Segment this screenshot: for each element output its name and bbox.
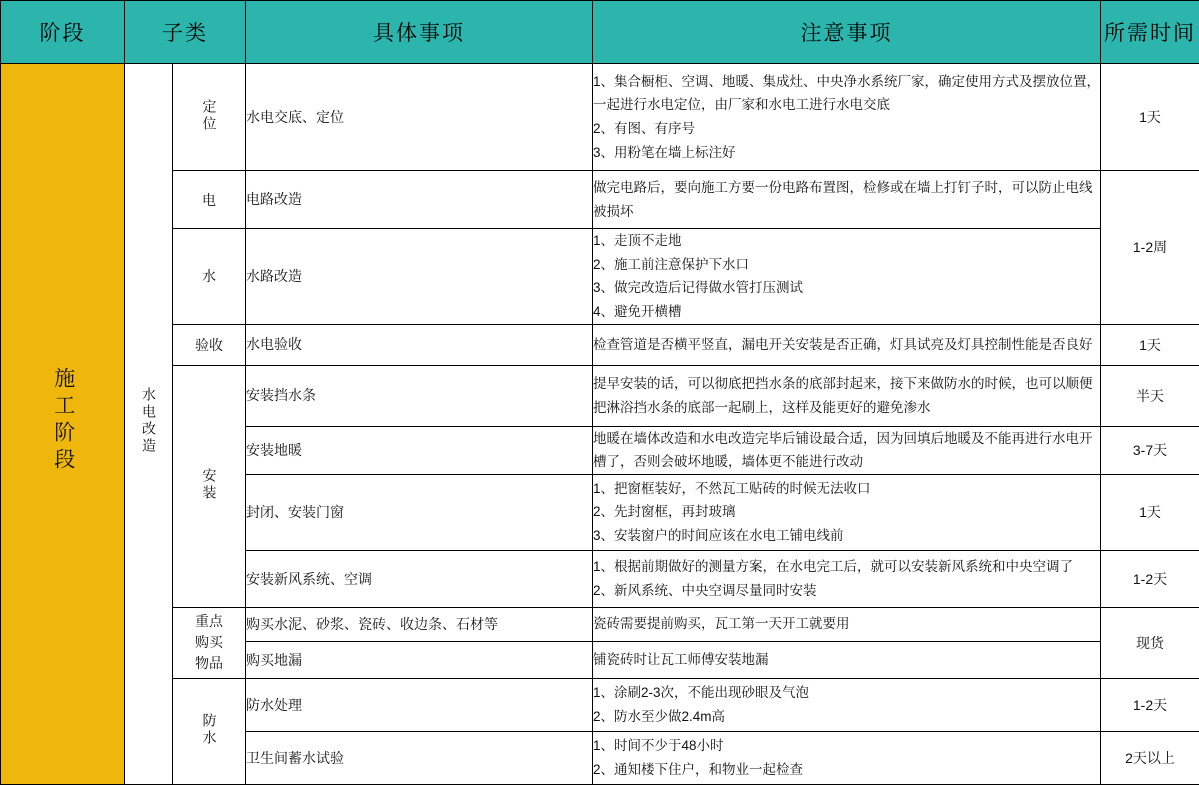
note-line: 2、有图、有序号 xyxy=(593,117,1100,141)
item-cell: 卫生间蓄水试验 xyxy=(246,731,593,784)
subclass-label: 定位 xyxy=(199,99,220,133)
note-line: 1、涂刷2-3次，不能出现砂眼及气泡 xyxy=(593,681,1100,705)
subclass-label: 安装 xyxy=(199,468,220,502)
table-row xyxy=(1,365,1199,426)
table-row xyxy=(1,678,1199,731)
note-line: 瓷砖需要提前购买，瓦工第一天开工就要用 xyxy=(593,612,1100,636)
item-cell: 防水处理 xyxy=(246,678,593,731)
header-items: 具体事项 xyxy=(246,1,593,64)
note-line: 地暖在墙体改造和水电改造完毕后铺设最合适，因为回填后地暖及不能再进行水电开槽了，否则会破坏地暖，墙体更不能进行改动 xyxy=(593,427,1100,474)
subclass-cell xyxy=(173,64,246,171)
item-cell: 水路改造 xyxy=(246,229,593,325)
duration-cell: 半天 xyxy=(1101,365,1199,426)
note-line: 铺瓷砖时让瓦工师傅安装地漏 xyxy=(593,648,1100,672)
subclass-cell: 验收 xyxy=(173,324,246,365)
note-line: 做完电路后，要向施工方要一份电路布置图，检修或在墙上打钉子时，可以防止电线被损坏 xyxy=(593,176,1100,223)
table-row xyxy=(1,171,1199,229)
note-line: 1、根据前期做好的测量方案，在水电完工后，就可以安装新风系统和中央空调了 xyxy=(593,555,1100,579)
subclass-label-line: 重点 xyxy=(195,611,223,632)
subclass-label-line: 购买 xyxy=(195,632,223,653)
note-line: 提早安装的话，可以彻底把挡水条的底部封起来，接下来做防水的时候，也可以顺便把淋浴挡水条的底部一起刷上，这样及能更好的避免渗水 xyxy=(593,372,1100,419)
note-line: 2、防水至少做2.4m高 xyxy=(593,705,1100,729)
duration-cell: 1天 xyxy=(1101,474,1199,550)
note-line: 检查管道是否横平竖直，漏电开关安装是否正确，灯具试亮及灯具控制性能是否良好 xyxy=(593,333,1100,357)
item-cell: 购买地漏 xyxy=(246,641,593,678)
notes-cell xyxy=(593,678,1101,731)
subclass-cell-install xyxy=(173,365,246,607)
table-row xyxy=(1,64,1199,171)
note-line: 2、施工前注意保护下水口 xyxy=(593,253,1100,277)
notes-cell xyxy=(593,550,1101,607)
table-header-row xyxy=(1,1,1199,64)
duration-cell: 2天以上 xyxy=(1101,731,1199,784)
header-notes: 注意事项 xyxy=(593,1,1101,64)
item-cell: 安装新风系统、空调 xyxy=(246,550,593,607)
duration-cell: 现货 xyxy=(1101,607,1199,678)
notes-cell xyxy=(593,607,1101,641)
note-line: 3、做完改造后记得做水管打压测试 xyxy=(593,276,1100,300)
subclass-cell-waterproof xyxy=(173,678,246,784)
note-line: 3、安装窗户的时间应该在水电工铺电线前 xyxy=(593,524,1100,548)
notes-cell xyxy=(593,474,1101,550)
stage-label: 施工阶段 xyxy=(47,367,77,475)
header-stage: 阶段 xyxy=(1,1,125,64)
duration-cell: 1天 xyxy=(1101,324,1199,365)
duration-cell: 3-7天 xyxy=(1101,426,1199,474)
note-line: 2、通知楼下住户，和物业一起检查 xyxy=(593,758,1100,782)
notes-cell xyxy=(593,365,1101,426)
note-line: 2、新风系统、中央空调尽量同时安装 xyxy=(593,579,1100,603)
category-label: 水电改造 xyxy=(138,387,159,455)
note-line: 2、先封窗框，再封玻璃 xyxy=(593,500,1100,524)
subclass-cell-purchase xyxy=(173,607,246,678)
note-line: 1、把窗框装好，不然瓦工贴砖的时候无法收口 xyxy=(593,477,1100,501)
subclass-cell: 电 xyxy=(173,171,246,229)
note-line: 1、走顶不走地 xyxy=(593,229,1100,253)
duration-cell: 1天 xyxy=(1101,64,1199,171)
item-cell: 水电交底、定位 xyxy=(246,64,593,171)
subclass-cell: 水 xyxy=(173,229,246,325)
subclass-label-line: 物品 xyxy=(195,653,223,674)
notes-cell xyxy=(593,426,1101,474)
notes-cell xyxy=(593,641,1101,678)
notes-cell xyxy=(593,229,1101,325)
notes-cell xyxy=(593,64,1101,171)
item-cell: 购买水泥、砂浆、瓷砖、收边条、石材等 xyxy=(246,607,593,641)
note-line: 3、用粉笔在墙上标注好 xyxy=(593,141,1100,165)
item-cell: 封闭、安装门窗 xyxy=(246,474,593,550)
header-duration: 所需时间 xyxy=(1101,1,1199,64)
notes-cell xyxy=(593,171,1101,229)
item-cell: 水电验收 xyxy=(246,324,593,365)
notes-cell xyxy=(593,731,1101,784)
notes-cell xyxy=(593,324,1101,365)
table-row xyxy=(1,324,1199,365)
category-cell xyxy=(125,64,173,785)
duration-cell: 1-2天 xyxy=(1101,678,1199,731)
item-cell: 安装地暖 xyxy=(246,426,593,474)
item-cell: 电路改造 xyxy=(246,171,593,229)
subclass-label: 防水 xyxy=(199,713,220,747)
note-line: 4、避免开横槽 xyxy=(593,300,1100,324)
note-line: 1、时间不少于48小时 xyxy=(593,734,1100,758)
item-cell: 安装挡水条 xyxy=(246,365,593,426)
note-line: 1、集合橱柜、空调、地暖、集成灶、中央净水系统厂家，确定使用方式及摆放位置，一起进行水电定位，由厂家和水电工进行水电交底 xyxy=(593,70,1100,117)
table-row xyxy=(1,229,1199,325)
stage-cell xyxy=(1,64,125,785)
duration-cell: 1-2天 xyxy=(1101,550,1199,607)
duration-cell: 1-2周 xyxy=(1101,171,1199,325)
table-row xyxy=(1,607,1199,641)
header-subclass: 子类 xyxy=(125,1,246,64)
